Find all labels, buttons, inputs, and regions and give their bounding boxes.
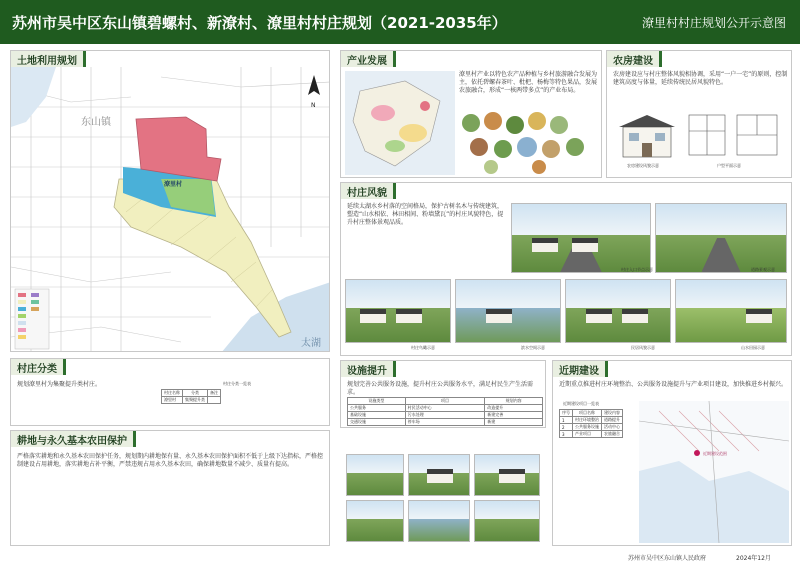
classification-title: 村庄分类 xyxy=(11,359,66,375)
table-row: 公共服务 村民活动中心 改造提升 xyxy=(348,405,543,412)
housing-title: 农房建设 xyxy=(607,51,662,67)
near-term-table-title: 近期建设项目一览表 xyxy=(563,401,599,406)
landscape-caption-5: 民居风貌示意 xyxy=(631,345,655,350)
housing-text: 农房建设应与村庄整体风貌相协调，采用“一户一宅”的原则，控制建筑高度与体量，延续传统民居风貌特色。 xyxy=(613,71,788,86)
table-header: 规划内容 xyxy=(485,398,543,405)
facilities-photo-5 xyxy=(408,500,470,542)
farmland-title: 耕地与永久基本农田保护 xyxy=(11,431,136,447)
house-plan-drawing xyxy=(685,111,783,161)
table-header: 设施类型 xyxy=(348,398,406,405)
table-header: 建设内容 xyxy=(602,410,623,417)
classification-panel xyxy=(10,358,330,426)
place-label-dongshan: 东山镇 xyxy=(81,117,111,128)
landscape-photo-fields xyxy=(675,279,787,343)
table-header: 村庄名称 xyxy=(162,390,183,397)
facilities-text: 规划完善公共服务设施，提升村庄公共服务水平，满足村民生产生活需求。 xyxy=(347,381,534,396)
page-subtitle: 潦里村村庄规划公开示意图 xyxy=(641,16,786,30)
footer-organization: 苏州市吴中区东山镇人民政府 xyxy=(628,555,707,562)
housing-caption-2: 户型平面示意 xyxy=(717,163,741,168)
facilities-photo-6 xyxy=(474,500,540,542)
industry-title: 产业发展 xyxy=(341,51,396,67)
page-footer xyxy=(0,551,800,565)
table-row: 3 产业项目 农旅融合 xyxy=(560,431,623,438)
facilities-photo-grid xyxy=(346,454,542,542)
village-label: 潦里村 xyxy=(164,181,183,188)
near-term-panel xyxy=(552,360,792,546)
facilities-photo-1 xyxy=(346,454,404,496)
table-row: 1 村庄环境整治 道路提升 xyxy=(560,417,623,424)
landscape-caption-1: 村庄入口节点示意 xyxy=(621,267,653,272)
facilities-photo-4 xyxy=(346,500,404,542)
land-use-panel xyxy=(10,50,330,352)
landscape-panel xyxy=(340,182,792,356)
landscape-photo-aerial xyxy=(345,279,451,343)
farmland-text: 严格落实耕地和永久基本农田保护任务，规划期内耕地保有量、永久基本农田保护面积不低于上级下达指标，严格控制建设占用耕地，落实耕地占补平衡，严禁违规占用永久基本农田，确保耕地数量不减少、质量有提高。 xyxy=(17,453,324,468)
near-term-text: 近期重点推进村庄环境整治、公共服务设施提升与产业项目建设，加快推进乡村振兴。 xyxy=(559,381,788,388)
industry-map xyxy=(345,71,455,175)
table-header: 分类 xyxy=(183,390,208,397)
svg-text:N: N xyxy=(311,102,316,109)
landscape-photo-waterfront xyxy=(455,279,561,343)
farmland-panel xyxy=(10,430,330,546)
industry-text: 潦里村产业以特色农产品种植与乡村旅游融合发展为主，依托碧螺春茶叶、枇杷、杨梅等特色果品，发展农旅融合，形成“一核两带多点”的产业布局。 xyxy=(459,71,598,94)
classification-table-title: 村庄分类一览表 xyxy=(223,381,251,386)
table-header: 项目 xyxy=(405,398,485,405)
landscape-title: 村庄风貌 xyxy=(341,183,396,199)
table-row: 潦里村 集聚提升类 xyxy=(162,397,221,404)
table-row: 2 公共服务设施 活动中心 xyxy=(560,424,623,431)
facilities-title: 设施提升 xyxy=(341,361,396,377)
landscape-text: 延续太湖水乡村落的空间格局，保护古树名木与传统建筑，塑造“山水相依、林田相间、粉墙黛瓦”的村庄风貌特色，提升村庄整体景观品质。 xyxy=(347,203,504,226)
near-term-map[interactable] xyxy=(639,401,789,543)
landscape-caption-4: 滨水空间示意 xyxy=(521,345,545,350)
table-row: 基础设施 污水处理 新建完善 xyxy=(348,412,543,419)
facilities-photo-3 xyxy=(474,454,540,496)
landscape-caption-3: 村庄鸟瞰示意 xyxy=(411,345,435,350)
industry-panel xyxy=(340,50,602,178)
housing-caption-1: 农房建设风貌示意 xyxy=(627,163,659,168)
landscape-caption-2: 道路景观示意 xyxy=(751,267,775,272)
housing-panel xyxy=(606,50,792,178)
land-use-map[interactable] xyxy=(11,67,330,352)
landscape-caption-6: 山水田园示意 xyxy=(741,345,765,350)
landscape-photo-dwelling xyxy=(565,279,671,343)
place-label-taihu: 太湖 xyxy=(301,338,321,349)
table-header: 备注 xyxy=(208,390,221,397)
legend-box xyxy=(15,289,49,349)
classification-text: 规划潦里村为集聚提升类村庄。 xyxy=(17,381,102,388)
near-term-table xyxy=(559,409,623,438)
page-title: 苏州市吴中区东山镇碧螺村、新潦村、潦里村村庄规划（2021-2035年） xyxy=(12,14,507,32)
facilities-photo-2 xyxy=(408,454,470,496)
facilities-table xyxy=(347,397,543,426)
landscape-photo-entrance xyxy=(511,203,651,273)
facilities-panel xyxy=(340,360,546,428)
classification-table xyxy=(161,389,221,404)
table-row: 交通设施 停车场 新建 xyxy=(348,419,543,426)
house-elevation-drawing xyxy=(615,111,679,161)
land-use-title: 土地利用规划 xyxy=(11,51,86,67)
table-header: 项目名称 xyxy=(573,410,602,417)
near-term-map-label: 近期建设范围 xyxy=(703,451,727,456)
near-term-title: 近期建设 xyxy=(553,361,608,377)
table-header: 序号 xyxy=(560,410,573,417)
industry-photo-bubbles xyxy=(459,109,599,175)
footer-date: 2024年12月 xyxy=(736,555,771,562)
page-header xyxy=(0,0,800,44)
landscape-photo-road xyxy=(655,203,787,273)
